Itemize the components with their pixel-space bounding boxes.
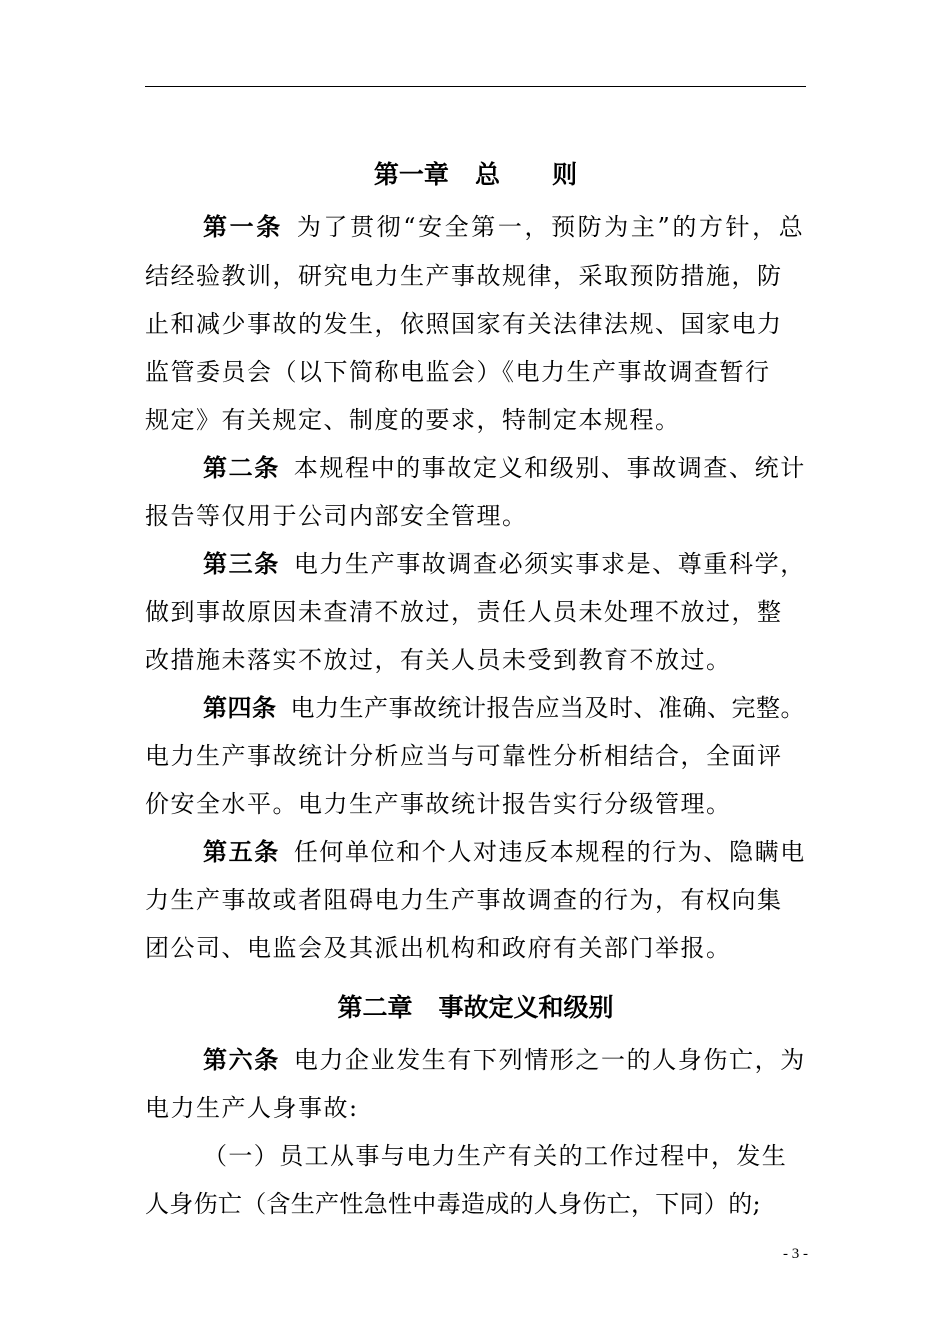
article-1-first-line: 第一条 为了贯彻“安全第一，预防为主”的方针，总 (203, 213, 806, 241)
article-5-label: 第五条 (203, 838, 280, 866)
article-4-label: 第四条 (203, 694, 277, 722)
article-4-first-line: 第四条 电力生产事故统计报告应当及时、准确、完整。 (203, 694, 805, 722)
item-1-line: 人身伤亡（含生产性急性中毒造成的人身伤亡，下同）的; (145, 1190, 761, 1218)
page-number: - 3 - (783, 1246, 808, 1262)
article-2-label: 第二条 (203, 454, 280, 482)
article-5-line: 力生产事故或者阻碍电力生产事故调查的行为，有权向集 (145, 886, 783, 914)
chapter-2-title: 第二章 事故定义和级别 (337, 993, 614, 1022)
article-5-first-line: 第五条 任何单位和个人对违反本规程的行为、隐瞒电 (203, 838, 806, 866)
article-4-line: 价安全水平。电力生产事故统计报告实行分级管理。 (145, 790, 732, 818)
article-1-label: 第一条 (203, 213, 283, 241)
article-1-line: 规定》有关规定、制度的要求，特制定本规程。 (145, 406, 681, 434)
article-3-line: 改措施未落实不放过，有关人员未受到教育不放过。 (145, 646, 732, 674)
article-3-first-line: 第三条 电力生产事故调查必须实事求是、尊重科学， (203, 550, 806, 578)
article-6-line: 电力生产人身事故: (145, 1094, 359, 1122)
article-3-label: 第三条 (203, 550, 280, 578)
article-1-line: 结经验教训，研究电力生产事故规律，采取预防措施，防 (145, 262, 783, 290)
article-5-line: 团公司、电监会及其派出机构和政府有关部门举报。 (145, 934, 732, 962)
article-1-line: 止和减少事故的发生，依照国家有关法律法规、国家电力 (145, 310, 783, 338)
article-3-line: 做到事故原因未查清不放过，责任人员未处理不放过，整 (145, 598, 783, 626)
article-1-line: 监管委员会（以下简称电监会）《电力生产事故调查暂行 (145, 358, 771, 386)
article-6-label: 第六条 (203, 1046, 280, 1074)
article-2-first-line: 第二条 本规程中的事故定义和级别、事故调查、统计 (203, 454, 806, 482)
chapter-1-title: 第一章 总 则 (373, 160, 578, 189)
article-6-first-line: 第六条 电力企业发生有下列情形之一的人身伤亡，为 (203, 1046, 806, 1074)
header-rule (145, 86, 806, 87)
article-4-line: 电力生产事故统计分析应当与可靠性分析相结合，全面评 (145, 742, 783, 770)
article-2-line: 报告等仅用于公司内部安全管理。 (145, 502, 528, 530)
item-1-first-line: （一）员工从事与电力生产有关的工作过程中，发生 (203, 1142, 788, 1170)
